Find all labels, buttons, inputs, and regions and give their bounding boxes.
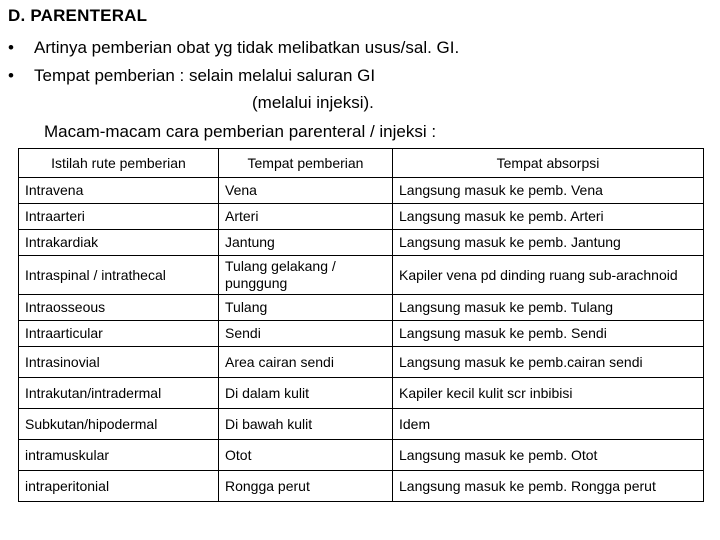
bullet-text-continuation: (melalui injeksi).	[252, 93, 374, 112]
table-row	[19, 378, 704, 409]
cell-absorption: Langsung masuk ke pemb. Otot	[393, 440, 704, 471]
page-title: D. PARENTERAL	[8, 6, 148, 25]
table-row	[19, 347, 704, 378]
cell-site: Rongga perut	[219, 471, 393, 502]
column-header-absorption: Tempat absorpsi	[393, 149, 704, 178]
table-row	[19, 321, 704, 347]
cell-absorption: Kapiler kecil kulit scr inbibisi	[393, 378, 704, 409]
cell-absorption: Langsung masuk ke pemb. Rongga perut	[393, 471, 704, 502]
bullet-marker: •	[8, 38, 14, 57]
cell-route: Intraosseous	[19, 295, 219, 321]
cell-route: Intravena	[19, 178, 219, 204]
cell-site: Tulang	[219, 295, 393, 321]
cell-site: Di bawah kulit	[219, 409, 393, 440]
cell-route: Intrakutan/intradermal	[19, 378, 219, 409]
cell-route: Intrakardiak	[19, 230, 219, 256]
table-row	[19, 204, 704, 230]
parenteral-routes-table	[18, 148, 704, 502]
table-header-row	[19, 149, 704, 178]
cell-route: intraperitonial	[19, 471, 219, 502]
cell-absorption: Langsung masuk ke pemb. Vena	[393, 178, 704, 204]
cell-route: intramuskular	[19, 440, 219, 471]
cell-site: Jantung	[219, 230, 393, 256]
cell-absorption: Langsung masuk ke pemb. Arteri	[393, 204, 704, 230]
table-row	[19, 409, 704, 440]
cell-route: Intraspinal / intrathecal	[19, 256, 219, 295]
cell-route: Intraarticular	[19, 321, 219, 347]
cell-site: Arteri	[219, 204, 393, 230]
cell-absorption: Langsung masuk ke pemb. Jantung	[393, 230, 704, 256]
column-header-route: Istilah rute pemberian	[19, 149, 219, 178]
cell-site: Otot	[219, 440, 393, 471]
cell-absorption: Langsung masuk ke pemb. Sendi	[393, 321, 704, 347]
table-row	[19, 471, 704, 502]
cell-absorption: Langsung masuk ke pemb.cairan sendi	[393, 347, 704, 378]
cell-site: Area cairan sendi	[219, 347, 393, 378]
cell-absorption: Langsung masuk ke pemb. Tulang	[393, 295, 704, 321]
cell-route: Subkutan/hipodermal	[19, 409, 219, 440]
cell-absorption: Idem	[393, 409, 704, 440]
cell-site: Sendi	[219, 321, 393, 347]
column-header-site: Tempat pemberian	[219, 149, 393, 178]
table-row	[19, 178, 704, 204]
table-row	[19, 256, 704, 295]
cell-site: Tulang gelakang / punggung	[219, 256, 393, 295]
cell-absorption: Kapiler vena pd dinding ruang sub-arachnoid	[393, 256, 704, 295]
table-row	[19, 230, 704, 256]
cell-site: Vena	[219, 178, 393, 204]
cell-route: Intraarteri	[19, 204, 219, 230]
cell-route: Intrasinovial	[19, 347, 219, 378]
bullet-text-definition: Artinya pemberian obat yg tidak melibatkan usus/sal. GI.	[34, 38, 460, 57]
table-caption: Macam-macam cara pemberian parenteral / injeksi :	[44, 122, 437, 141]
bullet-marker: •	[8, 66, 14, 85]
bullet-text-location: Tempat pemberian : selain melalui saluran GI	[34, 66, 376, 85]
cell-site: Di dalam kulit	[219, 378, 393, 409]
table-row	[19, 295, 704, 321]
table-row	[19, 440, 704, 471]
